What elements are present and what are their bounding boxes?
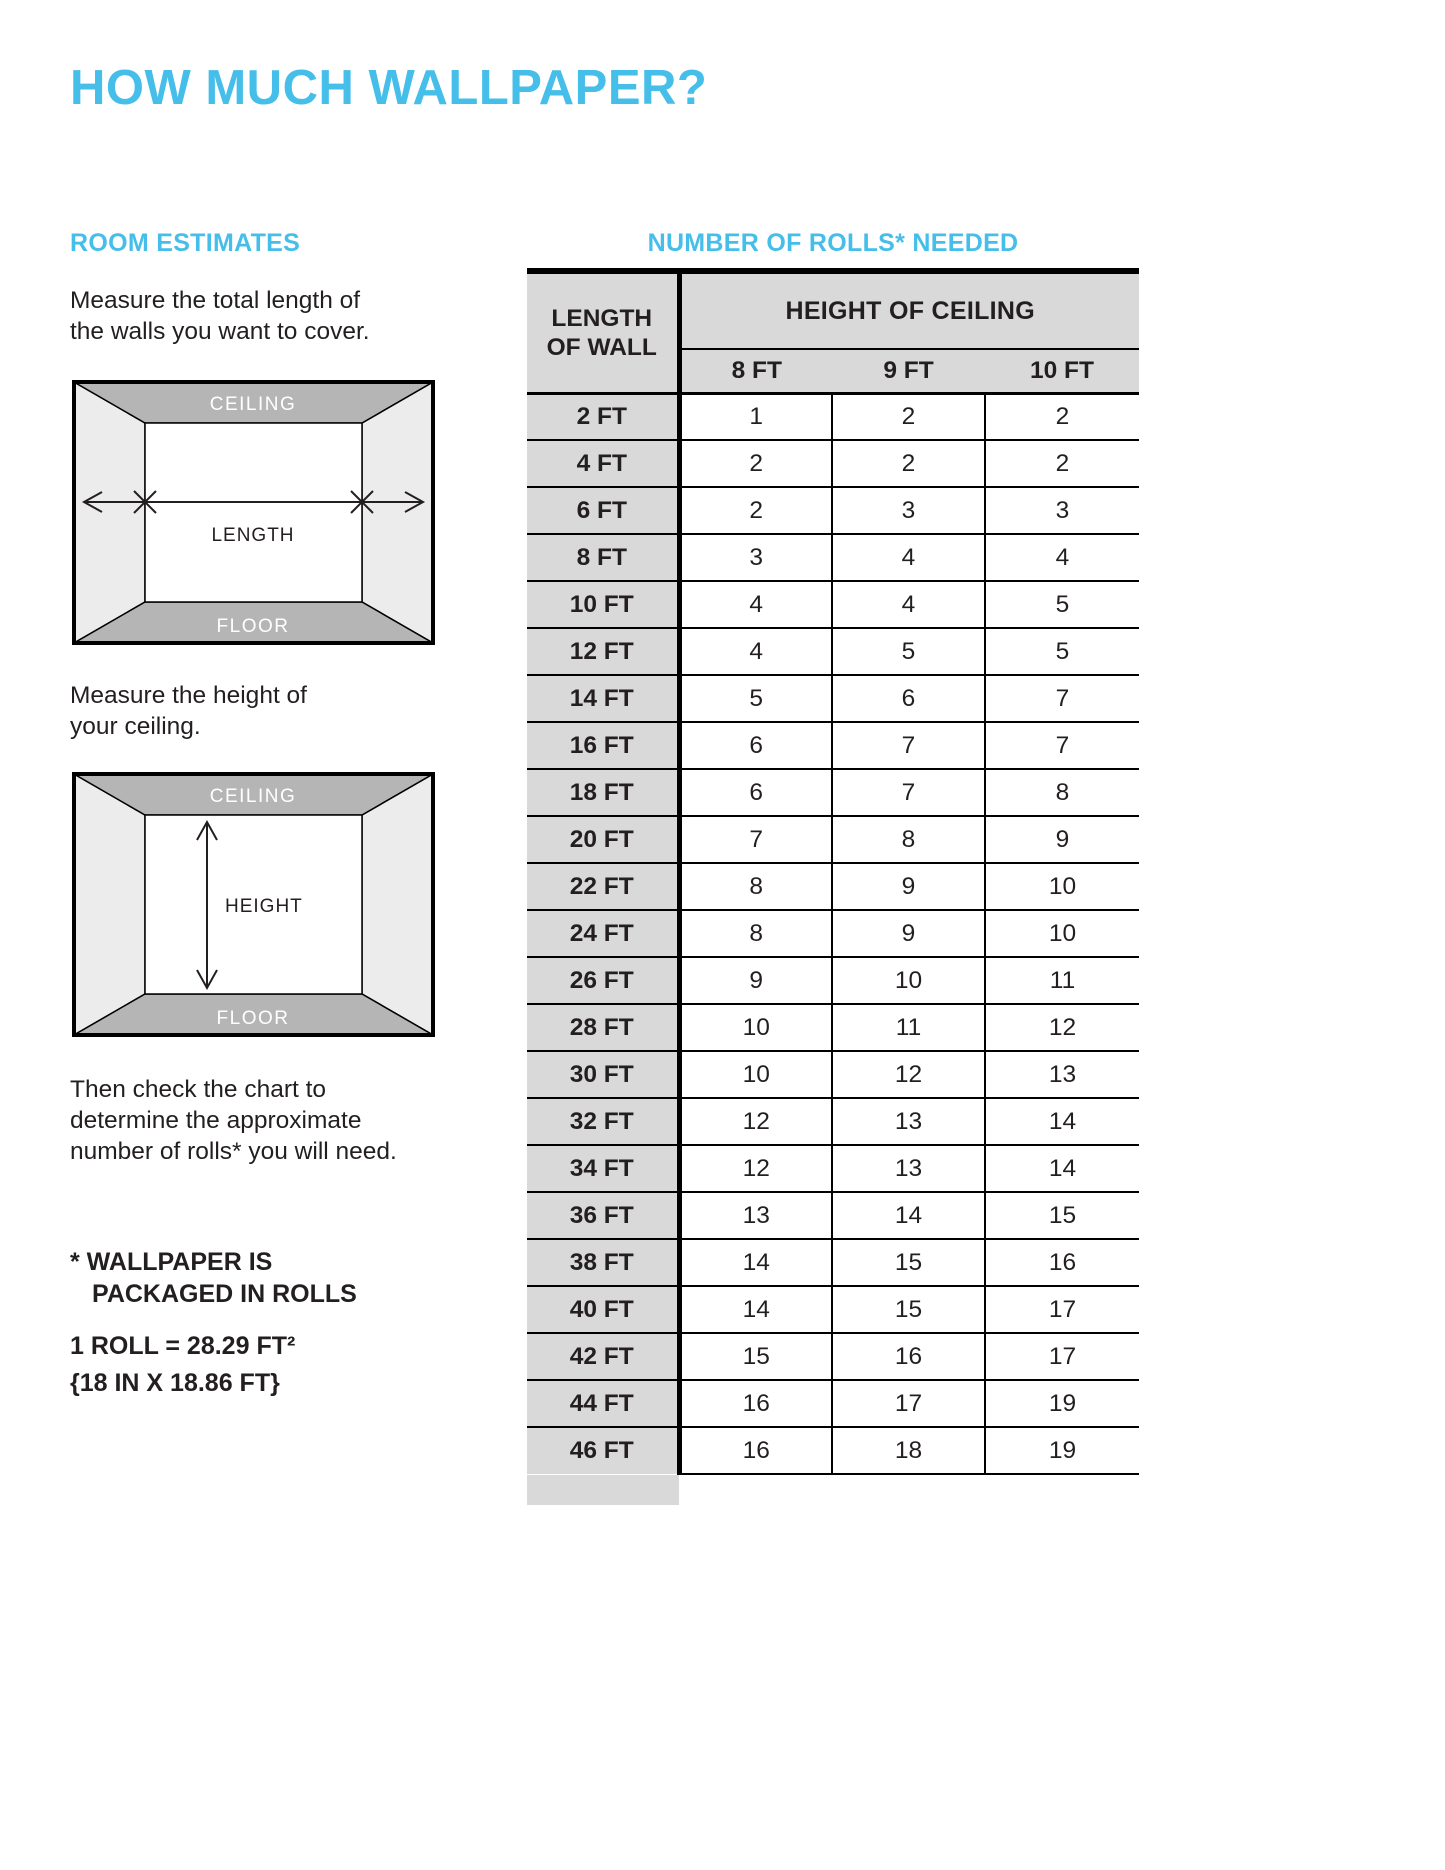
rolls-value-cell: 5	[832, 628, 985, 675]
rolls-value-cell: 13	[832, 1098, 985, 1145]
rolls-table-row	[527, 581, 1139, 628]
wall-length-cell: 18 FT	[527, 769, 679, 816]
instruction-line: Measure the height of	[70, 682, 307, 709]
wallpaper-rolls-footnote	[70, 1246, 357, 1310]
rolls-value-cell: 4	[679, 628, 832, 675]
room-height-diagram	[72, 772, 435, 1037]
rolls-value-cell: 10	[679, 1004, 832, 1051]
instruction-measure-height	[70, 680, 307, 742]
rolls-value-cell: 8	[679, 863, 832, 910]
instruction-check-chart	[70, 1074, 397, 1167]
rolls-table	[527, 268, 1139, 1475]
rolls-table-row	[527, 675, 1139, 722]
rolls-table-body	[527, 393, 1139, 1474]
rolls-value-cell: 2	[832, 440, 985, 487]
rolls-table-row	[527, 628, 1139, 675]
length-label: LENGTH	[211, 525, 295, 546]
wall-length-cell: 8 FT	[527, 534, 679, 581]
rolls-value-cell: 3	[832, 487, 985, 534]
rolls-value-cell: 1	[679, 393, 832, 440]
rolls-value-cell: 2	[985, 440, 1139, 487]
rolls-table-row	[527, 722, 1139, 769]
rolls-table-row	[527, 1286, 1139, 1333]
room-length-diagram	[72, 380, 435, 645]
rolls-value-cell: 10	[679, 1051, 832, 1098]
rolls-table-row	[527, 957, 1139, 1004]
rolls-value-cell: 14	[985, 1145, 1139, 1192]
instruction-line: determine the approximate	[70, 1107, 362, 1134]
page-title: HOW MUCH WALLPAPER?	[70, 61, 708, 115]
rolls-value-cell: 9	[679, 957, 832, 1004]
rolls-table-row	[527, 1004, 1139, 1051]
rolls-value-cell: 7	[832, 769, 985, 816]
wall-length-cell: 14 FT	[527, 675, 679, 722]
rolls-value-cell: 14	[679, 1286, 832, 1333]
wall-length-cell: 2 FT	[527, 393, 679, 440]
rolls-value-cell: 7	[679, 816, 832, 863]
rolls-value-cell: 6	[679, 769, 832, 816]
rolls-value-cell: 4	[832, 534, 985, 581]
rolls-value-cell: 6	[679, 722, 832, 769]
rolls-table-row	[527, 534, 1139, 581]
instruction-line: Then check the chart to	[70, 1076, 327, 1103]
wall-length-cell: 10 FT	[527, 581, 679, 628]
rolls-value-cell: 11	[985, 957, 1139, 1004]
rolls-table-row	[527, 440, 1139, 487]
ceiling-height-header-9ft: 9 FT	[832, 349, 985, 393]
table-label-column-tail	[527, 1475, 679, 1505]
height-of-ceiling-header: HEIGHT OF CEILING	[679, 271, 1139, 349]
rolls-value-cell: 10	[832, 957, 985, 1004]
rolls-value-cell: 12	[679, 1098, 832, 1145]
ceiling-label: CEILING	[209, 786, 297, 807]
rolls-value-cell: 10	[985, 910, 1139, 957]
roll-size-info	[70, 1328, 295, 1402]
ceiling-label: CEILING	[209, 394, 297, 415]
rolls-value-cell: 16	[985, 1239, 1139, 1286]
wall-length-cell: 22 FT	[527, 863, 679, 910]
rolls-table-row	[527, 1051, 1139, 1098]
wall-length-cell: 26 FT	[527, 957, 679, 1004]
rolls-value-cell: 15	[985, 1192, 1139, 1239]
rolls-value-cell: 18	[832, 1427, 985, 1474]
rolls-value-cell: 15	[679, 1333, 832, 1380]
roll-dimensions-line: {18 IN X 18.86 FT}	[70, 1369, 280, 1397]
wall-length-cell: 40 FT	[527, 1286, 679, 1333]
ceiling-height-header-10ft: 10 FT	[985, 349, 1139, 393]
wall-length-cell: 42 FT	[527, 1333, 679, 1380]
wall-length-cell: 6 FT	[527, 487, 679, 534]
rolls-table-row	[527, 1427, 1139, 1474]
rolls-value-cell: 2	[832, 393, 985, 440]
footnote-line: * WALLPAPER IS	[70, 1248, 273, 1276]
instruction-line: the walls you want to cover.	[70, 318, 370, 345]
wall-length-cell: 44 FT	[527, 1380, 679, 1427]
rolls-table-row	[527, 1380, 1139, 1427]
rolls-value-cell: 14	[985, 1098, 1139, 1145]
rolls-value-cell: 14	[679, 1239, 832, 1286]
wall-panel	[145, 423, 362, 602]
rolls-value-cell: 7	[985, 722, 1139, 769]
rolls-table-row	[527, 1098, 1139, 1145]
instruction-line: your ceiling.	[70, 713, 201, 740]
rolls-value-cell: 19	[985, 1427, 1139, 1474]
rolls-value-cell: 3	[985, 487, 1139, 534]
rolls-value-cell: 12	[679, 1145, 832, 1192]
wall-length-cell: 36 FT	[527, 1192, 679, 1239]
rolls-value-cell: 14	[832, 1192, 985, 1239]
rolls-value-cell: 7	[832, 722, 985, 769]
footnote-line: PACKAGED IN ROLLS	[92, 1280, 357, 1308]
rolls-value-cell: 17	[985, 1333, 1139, 1380]
rolls-value-cell: 16	[832, 1333, 985, 1380]
rolls-value-cell: 8	[832, 816, 985, 863]
height-label: HEIGHT	[225, 896, 303, 917]
length-of-wall-header-text: LENGTH OF WALL	[546, 304, 657, 361]
wall-length-cell: 20 FT	[527, 816, 679, 863]
rolls-value-cell: 13	[679, 1192, 832, 1239]
rolls-value-cell: 9	[832, 910, 985, 957]
rolls-value-cell: 6	[832, 675, 985, 722]
rolls-value-cell: 2	[679, 487, 832, 534]
rolls-table-row	[527, 1192, 1139, 1239]
wall-length-cell: 34 FT	[527, 1145, 679, 1192]
wall-length-cell: 28 FT	[527, 1004, 679, 1051]
rolls-value-cell: 2	[679, 440, 832, 487]
wall-length-cell: 38 FT	[527, 1239, 679, 1286]
rolls-value-cell: 12	[832, 1051, 985, 1098]
floor-label: FLOOR	[216, 1008, 290, 1029]
rolls-table-row	[527, 816, 1139, 863]
rolls-value-cell: 10	[985, 863, 1139, 910]
rolls-table-row	[527, 393, 1139, 440]
table-header-row	[527, 271, 1139, 349]
left-wall-panel	[74, 774, 145, 1035]
roll-area-line: 1 ROLL = 28.29 FT²	[70, 1332, 296, 1360]
rolls-value-cell: 5	[679, 675, 832, 722]
rolls-value-cell: 13	[985, 1051, 1139, 1098]
rolls-value-cell: 15	[832, 1239, 985, 1286]
instruction-line: Measure the total length of	[70, 287, 361, 314]
rolls-table-row	[527, 487, 1139, 534]
rolls-value-cell: 13	[832, 1145, 985, 1192]
wall-length-cell: 30 FT	[527, 1051, 679, 1098]
rolls-value-cell: 17	[832, 1380, 985, 1427]
wall-length-cell: 16 FT	[527, 722, 679, 769]
rolls-value-cell: 17	[985, 1286, 1139, 1333]
right-wall-panel	[362, 774, 433, 1035]
instruction-measure-length	[70, 285, 370, 347]
rolls-value-cell: 11	[832, 1004, 985, 1051]
floor-label: FLOOR	[216, 616, 290, 637]
rolls-value-cell: 9	[985, 816, 1139, 863]
rolls-table-row	[527, 1145, 1139, 1192]
rolls-value-cell: 2	[985, 393, 1139, 440]
rolls-value-cell: 4	[679, 581, 832, 628]
rolls-value-cell: 3	[679, 534, 832, 581]
instruction-line: number of rolls* you will need.	[70, 1138, 397, 1165]
rolls-value-cell: 5	[985, 581, 1139, 628]
wall-length-cell: 24 FT	[527, 910, 679, 957]
rolls-needed-heading: NUMBER OF ROLLS* NEEDED	[647, 229, 1019, 257]
wall-length-cell: 4 FT	[527, 440, 679, 487]
wall-length-cell: 32 FT	[527, 1098, 679, 1145]
rolls-value-cell: 9	[832, 863, 985, 910]
rolls-value-cell: 16	[679, 1380, 832, 1427]
rolls-value-cell: 15	[832, 1286, 985, 1333]
rolls-value-cell: 4	[832, 581, 985, 628]
rolls-value-cell: 12	[985, 1004, 1139, 1051]
wall-length-cell: 12 FT	[527, 628, 679, 675]
rolls-table-row	[527, 1239, 1139, 1286]
rolls-table-row	[527, 1333, 1139, 1380]
rolls-table-row	[527, 863, 1139, 910]
rolls-value-cell: 8	[679, 910, 832, 957]
rolls-value-cell: 4	[985, 534, 1139, 581]
ceiling-height-header-8ft: 8 FT	[679, 349, 832, 393]
rolls-value-cell: 19	[985, 1380, 1139, 1427]
wall-length-cell: 46 FT	[527, 1427, 679, 1474]
rolls-value-cell: 8	[985, 769, 1139, 816]
rolls-table-section	[527, 268, 1139, 1505]
rolls-table-row	[527, 769, 1139, 816]
rolls-table-row	[527, 910, 1139, 957]
length-of-wall-header	[527, 271, 679, 393]
rolls-value-cell: 5	[985, 628, 1139, 675]
rolls-value-cell: 7	[985, 675, 1139, 722]
rolls-value-cell: 16	[679, 1427, 832, 1474]
room-estimates-heading: ROOM ESTIMATES	[70, 229, 301, 257]
